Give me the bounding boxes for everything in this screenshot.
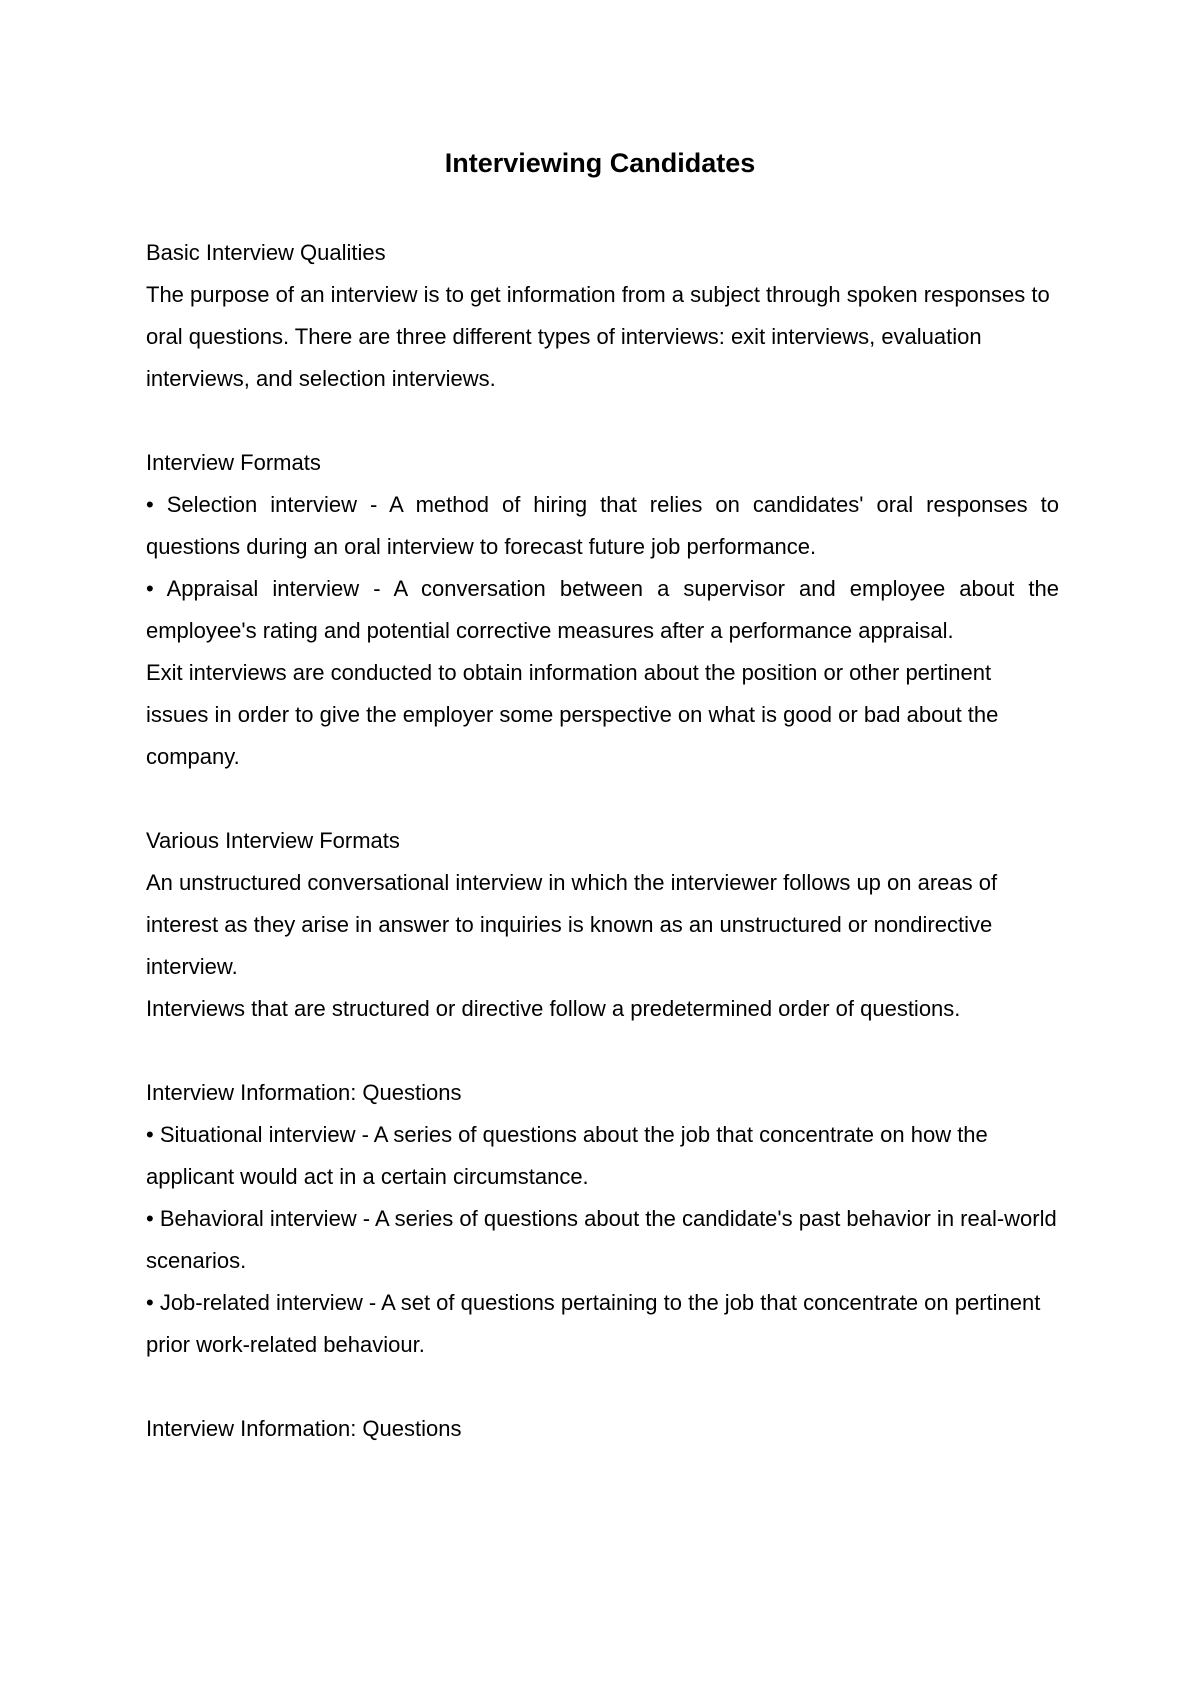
paragraph-structured-interview: Interviews that are structured or directive follow a predetermined order of questions. (146, 996, 961, 1021)
section-spacer (146, 778, 1059, 820)
bullet-behavioral-interview: • Behavioral interview - A series of questions about the candidate's past behavior in real-world scenarios. (146, 1206, 1057, 1273)
section-spacer (146, 1366, 1059, 1408)
bullet-selection-interview: • Selection interview - A method of hiring that relies on candidates' oral responses to questions during an oral interview to forecast future job performance. (146, 492, 1059, 559)
bullet-situational-interview: • Situational interview - A series of questions about the job that concentrate on how the applicant would act in a certain circumstance. (146, 1122, 988, 1189)
section-heading-interview-questions-2: Interview Information: Questions (146, 1416, 462, 1441)
bullet-job-related-interview: • Job-related interview - A set of questions pertaining to the job that concentrate on pertinent prior work-related behaviour. (146, 1290, 1041, 1357)
document-body (146, 232, 1059, 1450)
section-heading-basic-qualities: Basic Interview Qualities (146, 240, 386, 265)
section-spacer (146, 400, 1059, 442)
section-heading-various-formats: Various Interview Formats (146, 828, 400, 853)
bullet-appraisal-interview: • Appraisal interview - A conversation between a supervisor and employee about the employee's rating and potential corrective measures after a performance appraisal. (146, 576, 1059, 643)
section-spacer (146, 1030, 1059, 1072)
document-title: Interviewing Candidates (444, 148, 756, 178)
paragraph-unstructured-interview: An unstructured conversational interview in which the interviewer follows up on areas of interest as they arise in answer to inquiries is known as an unstructured or nondirective interview. (146, 870, 998, 979)
section-heading-interview-formats: Interview Formats (146, 450, 321, 475)
paragraph-exit-interviews: Exit interviews are conducted to obtain information about the position or other pertinent issues in order to give the employer some perspective on what is good or bad about the company. (146, 660, 999, 769)
paragraph-interview-purpose: The purpose of an interview is to get information from a subject through spoken responses to oral questions. There are three different types of interviews: exit interviews, evaluation interviews, and selection interviews. (146, 282, 1050, 391)
section-heading-interview-questions: Interview Information: Questions (146, 1080, 462, 1105)
